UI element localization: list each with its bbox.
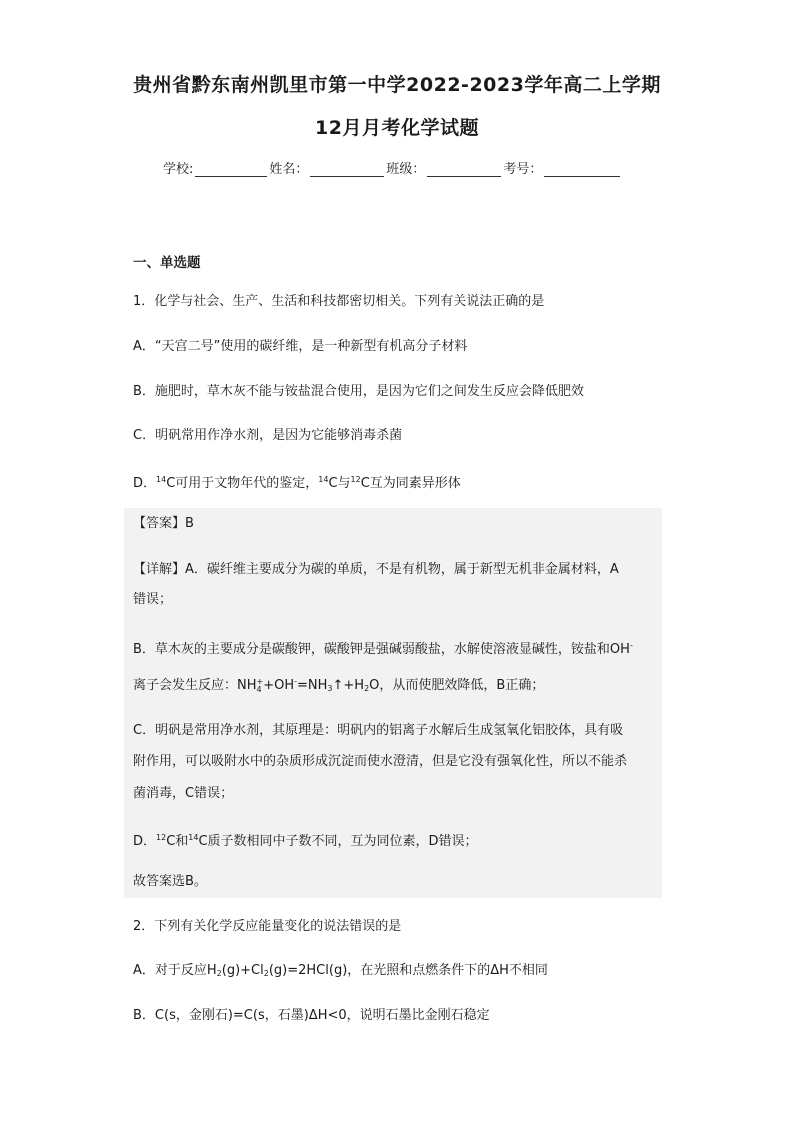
q1-detail-b-line2: 离子会发生反应：NH + 4 $+OH^-=NH_3↑+H_2O$，从而使肥效降低，B正确； bbox=[133, 676, 545, 694]
class-field[interactable] bbox=[427, 162, 501, 177]
school-label: 学校: bbox=[163, 162, 194, 177]
q2-stem: 2．下列有关化学反应能量变化的说法错误的是 bbox=[133, 919, 402, 934]
student-info-row bbox=[163, 158, 622, 177]
q1-stem: 1．化学与社会、生产、生活和科技都密切相关。下列有关说法正确的是 bbox=[133, 294, 545, 309]
class-label: 班级： bbox=[386, 162, 426, 177]
q1-answer: 【答案】B bbox=[133, 516, 194, 531]
q1-option-d: D．$^{14}$C可用于文物年代的鉴定，$^{14}$C与$^{12}$C互为同素异形体 bbox=[133, 475, 461, 491]
q1-detail-c-line3: 菌消毒，C错误； bbox=[133, 786, 234, 801]
section-heading: 一、单选题 bbox=[133, 255, 201, 271]
q1-conclusion: 故答案选B。 bbox=[133, 874, 207, 889]
q1-detail-b-line1: B．草木灰的主要成分是碳酸钾，碳酸钾是强碱弱酸盐，水解使溶液显碱性，铵盐和OH- bbox=[133, 641, 633, 657]
name-label: 姓名： bbox=[269, 162, 309, 177]
q1-detail-a-line2: 错误； bbox=[133, 592, 173, 607]
q1-detail-c-line1: C．明矾是常用净水剂，其原理是：明矾内的铝离子水解后生成氢氧化铝胶体，具有吸 bbox=[133, 723, 624, 738]
document-title-line2: 12月月考化学试题 bbox=[315, 117, 479, 139]
q1-detail-c-line2: 附作用，可以吸附水中的杂质形成沉淀而使水澄清，但是它没有强氧化性，所以不能杀 bbox=[133, 754, 628, 769]
q2-option-b: B．C(s，金刚石)=C(s，石墨)ΔH<0，说明石墨比金刚石稳定 bbox=[133, 1008, 490, 1023]
q1-option-a: A．“天宫二号”使用的碳纤维，是一种新型有机高分子材料 bbox=[133, 339, 468, 354]
q1-detail-a-line1: 【详解】A．碳纤维主要成分为碳的单质，不是有机物，属于新型无机非金属材料，A bbox=[133, 562, 619, 577]
q1-detail-d: D．$^{12}$C和$^{14}$C质子数相同中子数不同，互为同位素，D错误； bbox=[133, 833, 478, 849]
number-label: 考号： bbox=[503, 162, 543, 177]
school-field[interactable] bbox=[195, 162, 267, 177]
document-title-line1: 贵州省黔东南州凯里市第一中学2022-2023学年高二上学期 bbox=[133, 74, 661, 96]
q1-option-c: C．明矾常用作净水剂，是因为它能够消毒杀菌 bbox=[133, 428, 403, 443]
number-field[interactable] bbox=[544, 162, 620, 177]
q2-option-a: A．对于反应$H_2(g)+Cl_2(g)=2HCl(g)$，在光照和点燃条件下的ΔH不相同 bbox=[133, 963, 548, 978]
q1-option-b: B．施肥时，草木灰不能与铵盐混合使用，是因为它们之间发生反应会降低肥效 bbox=[133, 384, 584, 399]
name-field[interactable] bbox=[310, 162, 384, 177]
